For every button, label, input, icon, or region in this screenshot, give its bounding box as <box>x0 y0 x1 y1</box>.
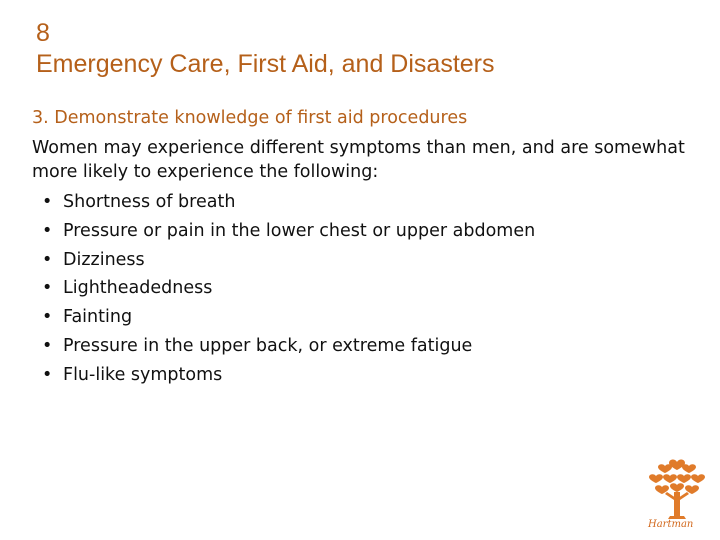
bullet-icon: • <box>42 335 53 356</box>
list-item: • Fainting <box>32 303 535 332</box>
chapter-title: Emergency Care, First Aid, and Disasters <box>36 50 495 78</box>
learning-objective: 3. Demonstrate knowledge of first aid procedures <box>32 108 468 128</box>
bullet-icon: • <box>42 364 53 385</box>
list-item: • Pressure or pain in the lower chest or upper abdomen <box>32 217 535 246</box>
bullet-icon: • <box>42 249 53 270</box>
list-item: • Lightheadedness <box>32 274 535 303</box>
bullet-icon: • <box>42 192 53 212</box>
list-item: • Flu-like symptoms <box>32 361 535 390</box>
slide-title <box>36 18 495 80</box>
list-item: • Pressure in the upper back, or extreme fatigue <box>32 332 535 361</box>
intro-paragraph: Women may experience different symptoms than men, and are somewhat more likely to experience the following: <box>32 138 685 182</box>
symptom-list <box>32 188 535 390</box>
bullet-icon: • <box>42 220 53 241</box>
list-item: • Dizziness <box>32 246 535 275</box>
logo-wordmark: Hartman <box>648 519 694 530</box>
bullet-icon: • <box>42 278 53 299</box>
bullet-icon: • <box>42 307 53 328</box>
list-item: • Shortness of breath <box>32 188 535 217</box>
chapter-number: 8 <box>36 19 50 47</box>
